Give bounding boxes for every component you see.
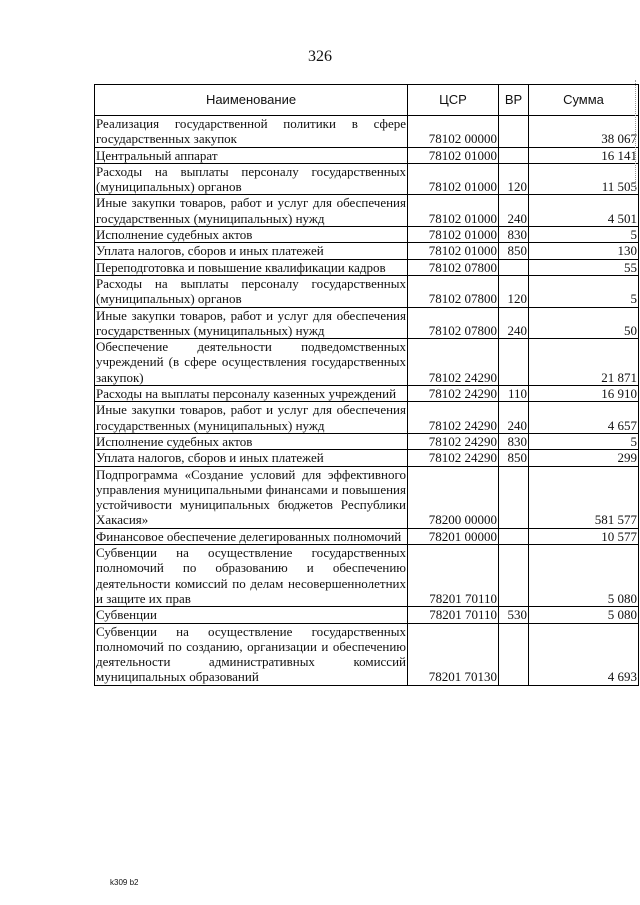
cell-sum: 21 871 <box>529 339 639 386</box>
cell-csr: 78200 00000 <box>408 466 499 528</box>
cell-vr <box>499 528 529 544</box>
table-row <box>95 307 639 339</box>
cell-vr: 830 <box>499 227 529 243</box>
cell-csr: 78201 70130 <box>408 623 499 685</box>
cell-csr: 78102 24290 <box>408 450 499 466</box>
cell-sum: 130 <box>529 243 639 259</box>
cell-sum: 299 <box>529 450 639 466</box>
cell-name: Расходы на выплаты персоналу государственных (муниципальных) органов <box>96 275 406 307</box>
cell-sum: 5 <box>529 433 639 449</box>
cell-vr <box>499 466 529 528</box>
cell-vr: 240 <box>499 195 529 227</box>
cell-sum: 5 <box>529 227 639 243</box>
table-row <box>95 147 639 163</box>
cell-vr <box>499 116 529 148</box>
table-row <box>95 339 639 386</box>
cell-name: Расходы на выплаты персоналу государственных (муниципальных) органов <box>96 163 406 195</box>
cell-csr: 78102 07800 <box>408 307 499 339</box>
cell-csr: 78102 01000 <box>408 147 499 163</box>
cell-name: Иные закупки товаров, работ и услуг для обеспечения государственных (муниципальных) нужд <box>96 307 406 338</box>
table-row <box>95 623 639 685</box>
cell-name: Подпрограмма «Создание условий для эффективного управления муниципальными финансами и повышения устойчивости муниципальных бюджетов Республики Хакасия» <box>96 466 406 528</box>
cell-name: Иные закупки товаров, работ и услуг для обеспечения государственных (муниципальных) нужд <box>96 195 406 226</box>
cell-vr <box>499 545 529 607</box>
cell-sum: 16 910 <box>529 386 639 402</box>
footer-mark: k309 b2 <box>110 878 139 887</box>
cell-csr: 78102 00000 <box>408 116 499 148</box>
cell-csr: 78102 01000 <box>408 195 499 227</box>
cell-csr: 78102 01000 <box>408 243 499 259</box>
cell-vr <box>499 623 529 685</box>
cell-sum: 5 080 <box>529 607 639 623</box>
table-row <box>95 275 639 307</box>
table-header-row <box>95 85 639 116</box>
table-row <box>95 545 639 607</box>
cell-vr: 830 <box>499 433 529 449</box>
cell-vr: 850 <box>499 450 529 466</box>
cell-vr: 120 <box>499 275 529 307</box>
cell-name: Уплата налогов, сборов и иных платежей <box>95 450 408 466</box>
page-number: 326 <box>308 48 332 65</box>
cell-sum: 16 141 <box>529 147 639 163</box>
cell-csr: 78102 01000 <box>408 227 499 243</box>
cell-sum: 5 080 <box>529 545 639 607</box>
cell-csr: 78102 24290 <box>408 433 499 449</box>
table-row <box>95 528 639 544</box>
cell-sum: 4 501 <box>529 195 639 227</box>
table-row <box>95 259 639 275</box>
cell-name: Уплата налогов, сборов и иных платежей <box>95 243 408 259</box>
cell-vr <box>499 147 529 163</box>
cell-csr: 78102 07800 <box>408 259 499 275</box>
cell-vr <box>499 339 529 386</box>
cell-vr: 120 <box>499 163 529 195</box>
table-row <box>95 607 639 623</box>
cell-sum: 581 577 <box>529 466 639 528</box>
cell-name: Субвенции на осуществление государственных полномочий по образованию и обеспечению деятельности комиссий по делам несовершеннолетних и защите их прав <box>96 545 406 606</box>
cell-csr: 78201 70110 <box>408 607 499 623</box>
table-row <box>95 433 639 449</box>
table-row <box>95 195 639 227</box>
cell-name: Реализация государственной политики в сфере государственных закупок <box>96 116 406 147</box>
cell-sum: 4 657 <box>529 402 639 434</box>
table-body <box>95 116 639 686</box>
cell-csr: 78201 70110 <box>408 545 499 607</box>
table-row <box>95 243 639 259</box>
cell-sum: 38 067 <box>529 116 639 148</box>
cell-sum: 4 693 <box>529 623 639 685</box>
budget-table <box>94 84 639 686</box>
cell-csr: 78102 07800 <box>408 275 499 307</box>
cell-name: Центральный аппарат <box>95 147 408 163</box>
cell-name: Иные закупки товаров, работ и услуг для обеспечения государственных (муниципальных) нужд <box>96 402 406 433</box>
cell-name: Обеспечение деятельности подведомственных учреждений (в сфере осуществления государственных закупок) <box>96 339 406 385</box>
header-name: Наименование <box>95 85 408 116</box>
cell-sum: 11 505 <box>529 163 639 195</box>
cell-csr: 78102 24290 <box>408 402 499 434</box>
table-row <box>95 450 639 466</box>
cell-sum: 55 <box>529 259 639 275</box>
table-row <box>95 163 639 195</box>
cell-sum: 5 <box>529 275 639 307</box>
cell-name: Переподготовка и повышение квалификации кадров <box>95 259 408 275</box>
cell-csr: 78102 01000 <box>408 163 499 195</box>
header-csr: ЦСР <box>408 85 499 116</box>
cell-vr: 850 <box>499 243 529 259</box>
cell-vr: 240 <box>499 402 529 434</box>
scan-edge-noise <box>633 80 636 190</box>
cell-sum: 50 <box>529 307 639 339</box>
header-sum: Сумма <box>529 85 639 116</box>
cell-csr: 78201 00000 <box>408 528 499 544</box>
cell-vr: 110 <box>499 386 529 402</box>
cell-name: Субвенции <box>95 607 408 623</box>
cell-sum: 10 577 <box>529 528 639 544</box>
cell-name: Финансовое обеспечение делегированных полномочий <box>95 528 408 544</box>
cell-name: Расходы на выплаты персоналу казенных учреждений <box>95 386 408 402</box>
cell-vr <box>499 259 529 275</box>
table-row <box>95 402 639 434</box>
cell-vr: 530 <box>499 607 529 623</box>
cell-name: Исполнение судебных актов <box>95 433 408 449</box>
cell-csr: 78102 24290 <box>408 386 499 402</box>
header-vr: ВР <box>499 85 529 116</box>
cell-name: Исполнение судебных актов <box>95 227 408 243</box>
table-row <box>95 227 639 243</box>
cell-name: Субвенции на осуществление государственных полномочий по созданию, организации и обеспечению деятельности административных комиссий муниципальных образований <box>96 623 406 685</box>
table-row <box>95 466 639 528</box>
table-row <box>95 116 639 148</box>
cell-vr: 240 <box>499 307 529 339</box>
table-row <box>95 386 639 402</box>
cell-csr: 78102 24290 <box>408 339 499 386</box>
